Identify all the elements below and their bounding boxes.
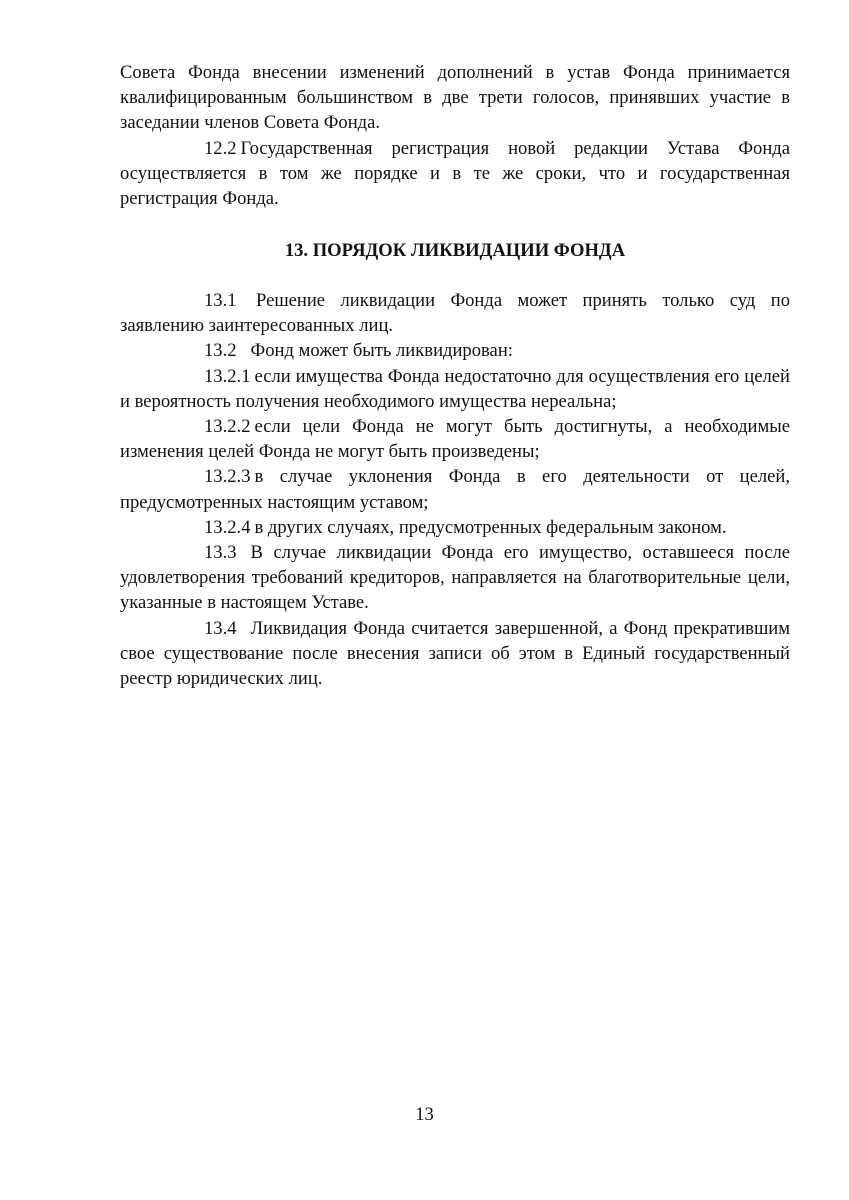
paragraph-13-2-3 — [120, 464, 790, 514]
clause-number: 12.2 — [204, 137, 237, 159]
clause-text: в случае уклонения Фонда в его деятельности от целей, предусмотренных настоящим уставом; — [120, 466, 790, 513]
clause-number: 13.2.4 — [204, 516, 251, 538]
paragraph-12-1-continuation: Совета Фонда внесении изменений дополнений в устав Фонда принимается квалифицированным большинством в две трети голосов, принявших участие в заседании членов Совета Фонда. — [120, 62, 790, 134]
clause-text: Государственная регистрация новой редакции Устава Фонда осуществляется в том же порядке и в те же сроки, что и государственная регистрация Фонда. — [120, 137, 790, 210]
paragraph-12-2 — [120, 136, 790, 212]
paragraph-13-2 — [120, 338, 790, 363]
clause-number: 13.4 — [204, 617, 237, 639]
clause-number: 13.3 — [204, 542, 237, 564]
clause-text: если цели Фонда не могут быть достигнуты, а необходимые изменения целей Фонда не могут быть произведены; — [120, 416, 790, 463]
paragraph-13-3 — [120, 540, 790, 616]
clause-text: В случае ликвидации Фонда его имущество, оставшееся после удовлетворения требований кредиторов, направляется на благотворительные цели, указанные в настоящем Уставе. — [120, 542, 790, 614]
section-13-heading: 13. ПОРЯДОК ЛИКВИДАЦИИ ФОНДА — [284, 240, 626, 261]
clause-number: 13.2.1 — [204, 365, 251, 387]
clause-number: 13.2.3 — [204, 466, 251, 488]
clause-text: если имущества Фонда недостаточно для осуществления его целей и вероятность получения необходимого имущества нереальна; — [120, 365, 790, 412]
paragraph-13-2-2 — [120, 414, 790, 464]
paragraph-13-2-4 — [120, 515, 790, 540]
clause-text: Ликвидация Фонда считается завершенной, а Фонд прекратившим свое существование после внесения записи об этом в Единый государственный реестр юридических лиц. — [120, 617, 790, 690]
clause-number: 13.2.2 — [204, 416, 251, 438]
clause-number: 13.2 — [204, 340, 237, 362]
section-12-text — [120, 60, 790, 211]
clause-text: Фонд может быть ликвидирован: — [250, 340, 513, 362]
clause-number: 13.1 — [204, 290, 237, 311]
paragraph-13-1 — [120, 288, 790, 338]
section-13-text — [120, 288, 790, 691]
paragraph-13-4 — [120, 616, 790, 692]
clause-text: Решение ликвидации Фонда может принять только суд по заявлению заинтересованных лиц. — [120, 290, 790, 337]
clause-text: в других случаях, предусмотренных федеральным законом. — [254, 516, 727, 538]
paragraph-13-2-1 — [120, 364, 790, 414]
page-number: 13 — [415, 1104, 434, 1125]
